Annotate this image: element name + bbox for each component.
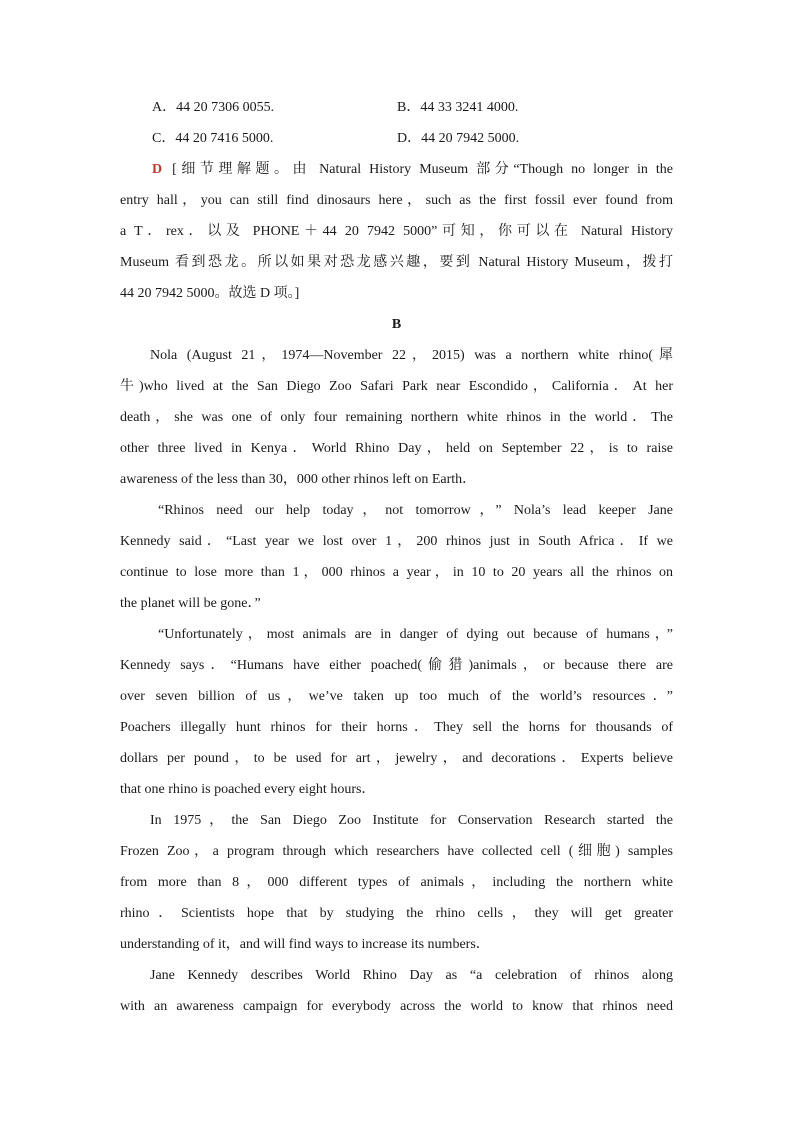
p3-line-1: “Unfortunately，most animals are in danger of dying out because of humans，” [158, 627, 673, 642]
p1-line-1: Nola (August 21，1974—November 22，2015) was a northern white rhino(犀 [150, 348, 673, 363]
p1-line-4: other three lived in Kenya．World Rhino Day，held on September 22，is to raise [120, 441, 673, 456]
p2-line-3: continue to lose more than 1，000 rhinos a year，in 10 to 20 years all the rhinos on [120, 565, 673, 580]
p3-line-3: over seven billion of us，we’ve taken up too much of the world’s resources．” [120, 689, 673, 704]
option-row-2 [120, 123, 673, 154]
option-c: C．44 20 7416 5000. [152, 131, 274, 146]
p4-line-3: from more than 8，000 different types of animals，including the northern white [120, 875, 673, 890]
p4-line-4: rhino．Scientists hope that by studying the rhino cells，they will get greater [120, 906, 673, 921]
option-a: A．44 20 7306 0055. [152, 100, 275, 115]
answer-line-5: 44 20 7942 5000。故选 D 项。] [120, 286, 300, 301]
answer-line-1: [细节理解题。由 Natural History Museum 部分“Though no longer in the [172, 162, 673, 177]
paragraph-5 [120, 960, 673, 1022]
paragraph-4 [120, 805, 673, 960]
answer-explanation [120, 154, 673, 309]
answer-letter: D [152, 162, 163, 177]
answer-line-3: a T．rex．以及 PHONE＋44 20 7942 5000”可知，你可以在 Natural History [120, 224, 673, 239]
p5-line-2: with an awareness campaign for everybody across the world to know that rhinos need [120, 999, 673, 1014]
paragraph-1 [120, 340, 673, 495]
paragraph-3 [120, 619, 673, 805]
p2-line-2: Kennedy said．“Last year we lost over 1，200 rhinos just in South Africa．If we [120, 534, 673, 549]
p1-line-2: 牛)who lived at the San Diego Zoo Safari Park near Escondido，California．At her [120, 379, 673, 394]
p3-line-2: Kennedy says．“Humans have either poached(偷猎)animals，or because there are [120, 658, 673, 673]
p4-line-1: In 1975，the San Diego Zoo Institute for Conservation Research started the [150, 813, 673, 828]
answer-line-4: Museum 看到恐龙。所以如果对恐龙感兴趣，要到 Natural History Museum，拨打 [120, 255, 673, 270]
option-row-1 [120, 92, 673, 123]
p1-line-5: awareness of the less than 30，000 other rhinos left on Earth． [120, 472, 477, 487]
paragraph-2 [120, 495, 673, 619]
document-page [120, 92, 673, 1022]
p2-line-1: “Rhinos need our help today，not tomorrow，” Nola’s lead keeper Jane [158, 503, 673, 518]
p3-line-4: Poachers illegally hunt rhinos for their horns．They sell the horns for thousands of [120, 720, 673, 735]
section-title: B [391, 317, 402, 332]
p4-line-5: understanding of it，and will find ways to increase its numbers． [120, 937, 490, 952]
option-d: D．44 20 7942 5000. [397, 131, 520, 146]
p1-line-3: death，she was one of only four remaining northern white rhinos in the world．The [120, 410, 673, 425]
p3-line-5: dollars per pound，to be used for art，jewelry，and decorations．Experts believe [120, 751, 673, 766]
p2-line-4: the planet will be gone．” [120, 596, 261, 611]
answer-line-2: entry hall，you can still find dinosaurs here，such as the first fossil ever found from [120, 193, 673, 208]
option-b: B．44 33 3241 4000. [397, 100, 519, 115]
p4-line-2: Frozen Zoo，a program through which researchers have collected cell (细胞) samples [120, 844, 673, 859]
p5-line-1: Jane Kennedy describes World Rhino Day as “a celebration of rhinos along [150, 968, 673, 983]
p3-line-6: that one rhino is poached every eight hours． [120, 782, 376, 797]
